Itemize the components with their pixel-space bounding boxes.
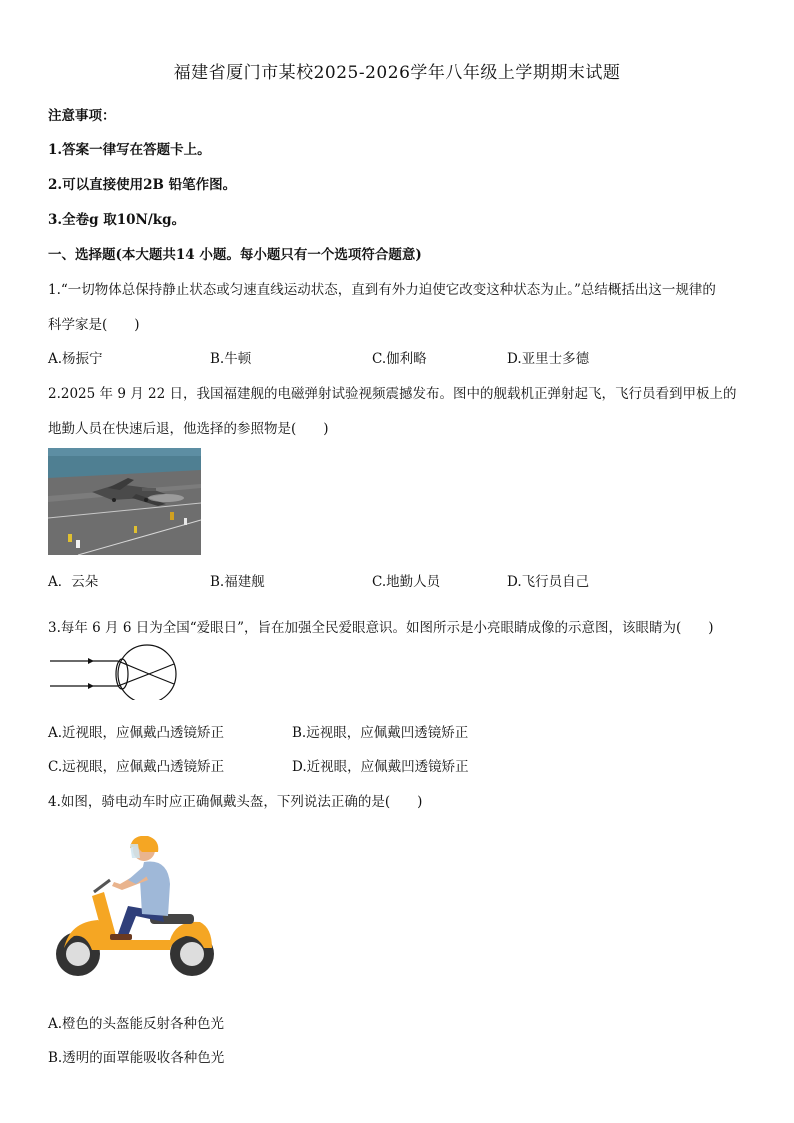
question-1-option-c[interactable]: C.伽利略 [372,351,427,367]
question-1-option-d[interactable]: D.亚里士多德 [507,351,590,367]
notice-item-2: 2.可以直接使用2B 铅笔作图。 [48,177,237,193]
question-3-option-c[interactable]: C.远视眼，应佩戴凸透镜矫正 [48,759,225,775]
scooter-rider-illustration [52,836,222,982]
section-heading: 一、选择题(本大题共14 小题。每小题只有一个选项符合题意) [48,247,422,263]
question-4-option-a[interactable]: A.橙色的头盔能反射各种色光 [48,1016,225,1032]
question-1-option-a[interactable]: A.杨振宁 [48,351,103,367]
question-4-option-b[interactable]: B.透明的面罩能吸收各种色光 [48,1050,225,1066]
question-2-option-a[interactable]: A．云朵 [48,574,99,590]
question-1-stem-line1: 1.“一切物体总保持静止状态或匀速直线运动状态，直到有外力迫使它改变这种状态为止。”总结概括出这一规律的 [48,282,716,298]
question-2-stem-line2: 地勤人员在快速后退，他选择的参照物是( ) [48,421,329,437]
notice-item-1: 1.答案一律写在答题卡上。 [48,142,211,158]
question-2-stem-line1: 2.2025 年 9 月 22 日，我国福建舰的电磁弹射试验视频震撼发布。图中的舰载机正弹射起飞，飞行员看到甲板上的 [48,386,737,402]
question-3-option-a[interactable]: A.近视眼，应佩戴凸透镜矫正 [48,725,225,741]
question-3-option-d[interactable]: D.近视眼，应佩戴凹透镜矫正 [292,759,469,775]
notice-heading: 注意事项： [48,108,116,124]
question-3-option-b[interactable]: B.远视眼，应佩戴凹透镜矫正 [292,725,469,741]
question-2-option-b[interactable]: B.福建舰 [210,574,265,590]
question-1-option-b[interactable]: B.牛顿 [210,351,252,367]
page-title: 福建省厦门市某校2025-2026学年八年级上学期期末试题 [173,63,621,83]
eye-diagram [48,640,183,700]
aircraft-carrier-photo [48,448,201,555]
question-2-option-c[interactable]: C.地勤人员 [372,574,441,590]
question-2-option-d[interactable]: D.飞行员自己 [507,574,590,590]
question-4-stem: 4.如图，骑电动车时应正确佩戴头盔，下列说法正确的是( ) [48,794,423,810]
question-3-stem: 3.每年 6 月 6 日为全国“爱眼日”，旨在加强全民爱眼意识。如图所示是小亮眼睛成像的示意图，该眼睛为( ) [48,620,714,636]
notice-item-3: 3.全卷g 取10N/kg。 [48,212,186,228]
question-1-stem-line2: 科学家是( ) [48,317,140,333]
